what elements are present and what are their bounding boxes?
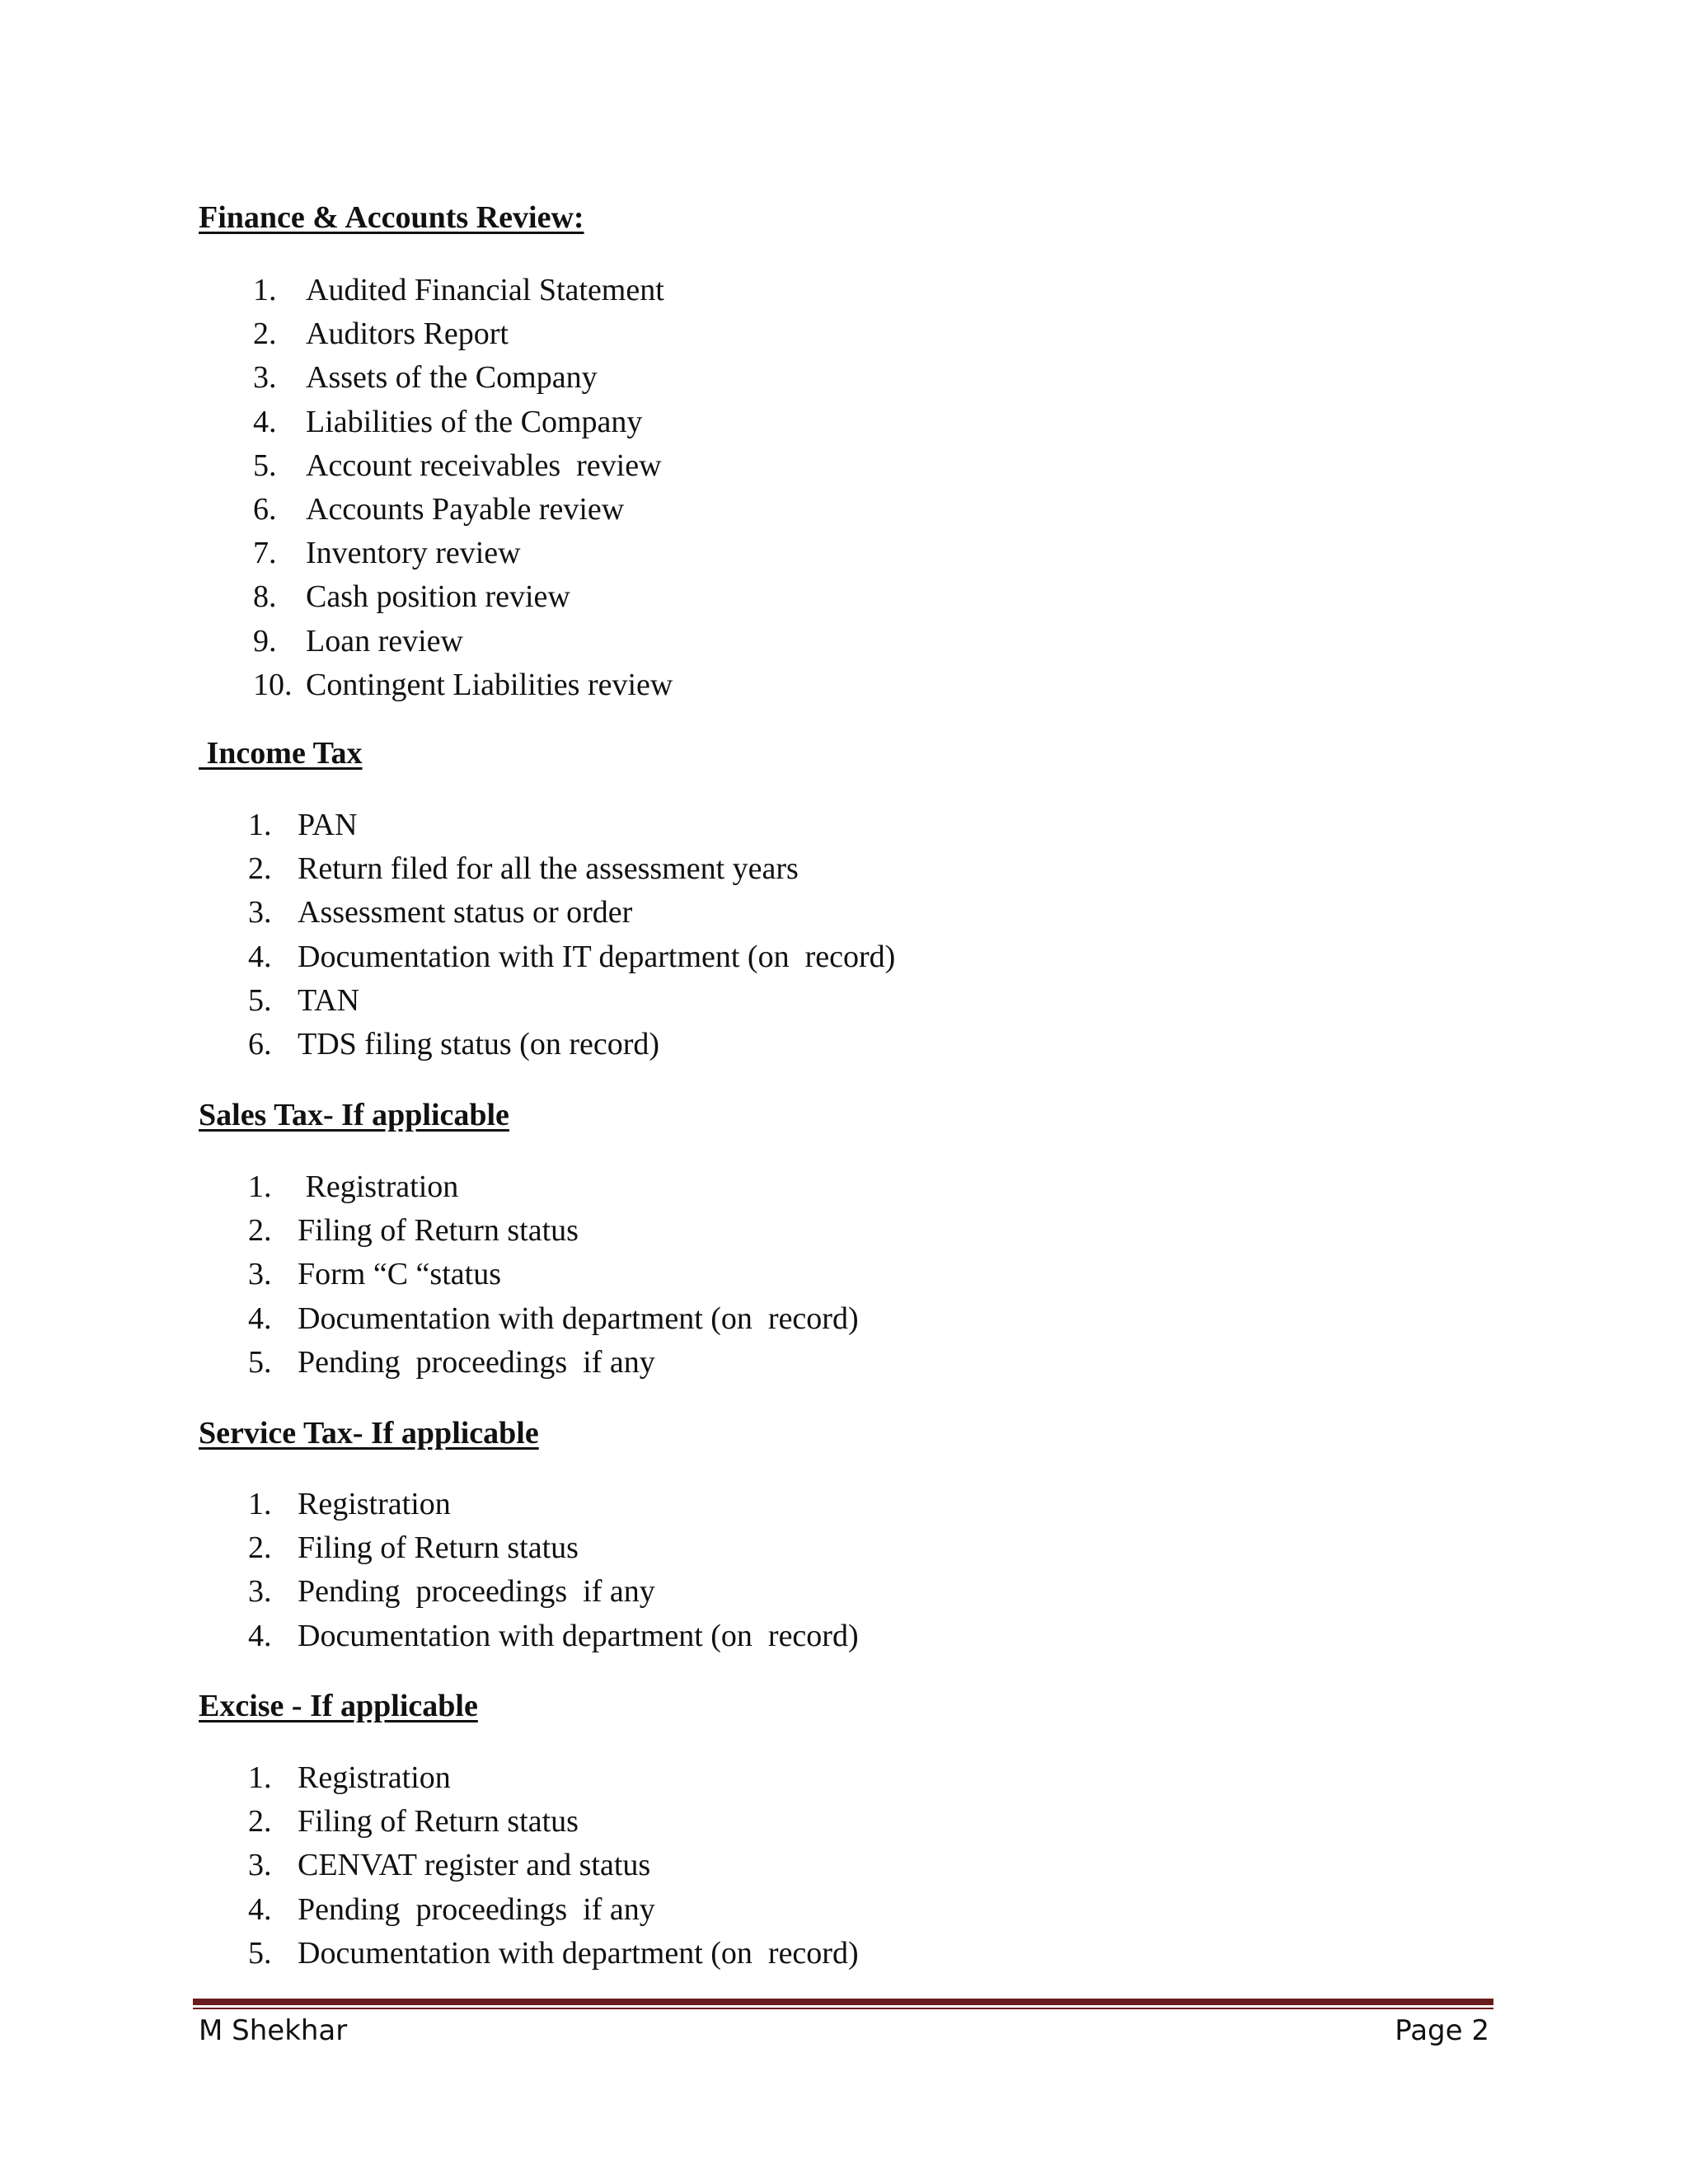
- item-text: Form “C “status: [298, 1257, 501, 1292]
- item-number: 4.: [248, 1301, 272, 1336]
- item-text: Pending proceedings if any: [298, 1891, 655, 1927]
- item-text: Accounts Payable review: [306, 491, 625, 527]
- item-text: Registration: [298, 1760, 451, 1795]
- item-text: CENVAT register and status: [298, 1848, 651, 1883]
- item-number: 4.: [248, 939, 272, 974]
- item-number: 3.: [248, 895, 272, 930]
- section-heading-excise: Excise - If applicable: [199, 1689, 478, 1723]
- item-number: 6.: [248, 1026, 272, 1062]
- section-heading-finance: Finance & Accounts Review:: [199, 200, 584, 235]
- item-number: 2.: [248, 1213, 272, 1249]
- footer-page-number: Page 2: [1395, 2014, 1489, 2047]
- item-text: TDS filing status (on record): [298, 1026, 660, 1062]
- item-text: Auditors Report: [306, 316, 509, 352]
- item-number: 5.: [248, 1344, 272, 1380]
- item-number: 2.: [248, 851, 272, 887]
- item-number: 5.: [253, 448, 277, 483]
- item-text: Documentation with department (on record): [298, 1935, 859, 1971]
- item-number: 6.: [253, 491, 277, 527]
- item-number: 3.: [253, 360, 277, 396]
- item-text: Documentation with department (on record): [298, 1301, 859, 1336]
- item-text: Documentation with IT department (on record): [298, 939, 896, 974]
- item-text: Assessment status or order: [298, 895, 633, 930]
- section-heading-service-tax: Service Tax- If applicable: [199, 1416, 539, 1451]
- item-number: 1.: [248, 1487, 272, 1521]
- item-number: 5.: [248, 982, 272, 1018]
- item-text: Account receivables review: [306, 448, 662, 483]
- footer-rule-thick: [193, 1999, 1493, 2005]
- item-text: Liabilities of the Company: [306, 404, 643, 439]
- item-number: 3.: [248, 1848, 272, 1883]
- item-number: 2.: [248, 1530, 272, 1566]
- item-text: Registration: [298, 1487, 451, 1521]
- item-text: Documentation with department (on record): [298, 1618, 859, 1653]
- item-number: 3.: [248, 1257, 272, 1292]
- item-text: Audited Financial Statement: [306, 273, 664, 307]
- item-number: 4.: [253, 404, 277, 439]
- item-number: 10.: [253, 667, 293, 702]
- item-text: Return filed for all the assessment years: [298, 851, 799, 887]
- item-number: 1.: [248, 1169, 272, 1204]
- item-number: 8.: [253, 579, 277, 615]
- item-number: 7.: [253, 536, 277, 571]
- footer-rule-thin: [193, 2008, 1493, 2009]
- item-number: 1.: [248, 1760, 272, 1795]
- item-text: Inventory review: [306, 536, 521, 571]
- item-number: 1.: [253, 273, 277, 307]
- item-number: 5.: [248, 1935, 272, 1971]
- footer-author: M Shekhar: [199, 2014, 348, 2047]
- item-text: Cash position review: [306, 579, 570, 615]
- item-text: TAN: [298, 982, 360, 1018]
- item-text: Filing of Return status: [298, 1530, 579, 1566]
- item-number: 1.: [248, 808, 272, 842]
- item-text: PAN: [298, 808, 358, 842]
- item-text: Pending proceedings if any: [298, 1574, 655, 1610]
- item-number: 2.: [253, 316, 277, 352]
- item-number: 3.: [248, 1574, 272, 1610]
- item-text: Filing of Return status: [298, 1804, 579, 1840]
- section-heading-income-tax: Income Tax: [199, 736, 363, 771]
- item-number: 4.: [248, 1891, 272, 1927]
- section-heading-sales-tax: Sales Tax- If applicable: [199, 1098, 509, 1132]
- item-number: 9.: [253, 623, 277, 658]
- item-number: 2.: [248, 1804, 272, 1840]
- item-number: 4.: [248, 1618, 272, 1653]
- item-text: Registration: [298, 1169, 459, 1204]
- item-text: Assets of the Company: [306, 360, 598, 396]
- item-text: Pending proceedings if any: [298, 1344, 655, 1380]
- item-text: Contingent Liabilities review: [306, 667, 673, 702]
- item-text: Filing of Return status: [298, 1213, 579, 1249]
- item-text: Loan review: [306, 623, 463, 658]
